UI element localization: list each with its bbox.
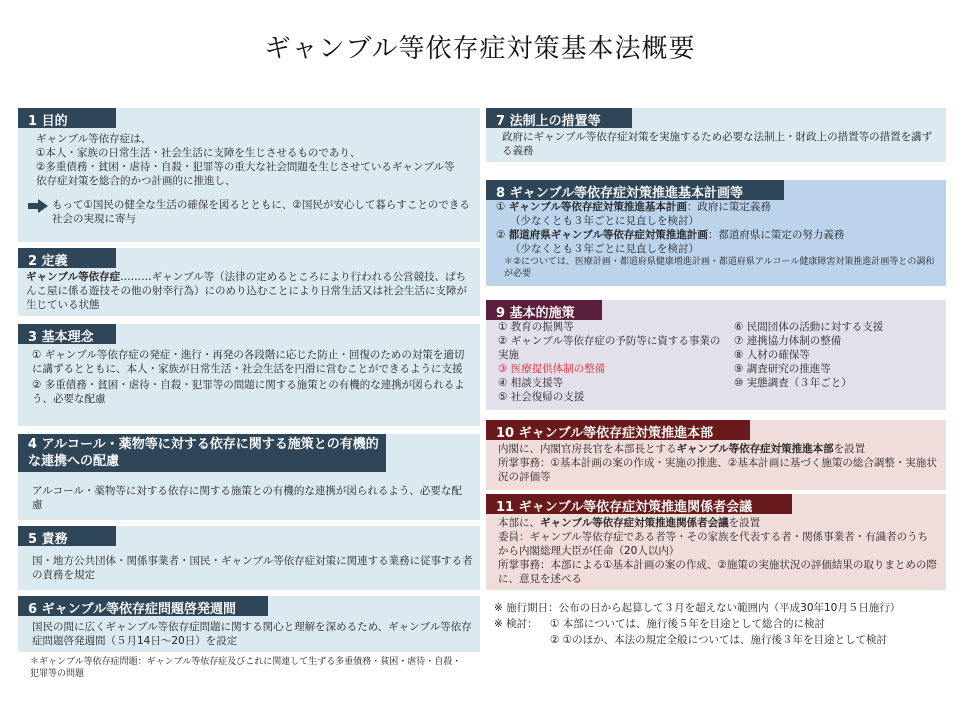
- measure-item: ④ 相談支援等: [498, 377, 564, 389]
- page-title: ギャンブル等依存症対策基本法概要: [264, 34, 696, 64]
- measure-item-highlight: ③ 医療提供体制の整備: [498, 363, 606, 375]
- definition-term: ギャンブル等依存症: [26, 271, 121, 283]
- section-header: 3 基本理念: [18, 324, 116, 344]
- plan-name: 都道府県ギャンブル等依存症対策推進計画: [508, 229, 708, 241]
- plan-duty: ：都道府県に策定の努力義務: [707, 229, 845, 241]
- section-purpose: [18, 108, 480, 242]
- section-header: [18, 434, 386, 472]
- section-basic-measures: [486, 300, 946, 410]
- council-members: 委員：ギャンブル等依存症である者等・その家族を代表する者・関係事業者・有識者のうちから内閣総理大臣が任命（20人以内）: [498, 531, 929, 557]
- item-marker: ①: [496, 201, 506, 213]
- measure-item: ⑧ 人材の確保等: [734, 349, 810, 361]
- measure-item: ⑩ 実態調査（３年ごと）: [734, 377, 852, 389]
- text-line: ②多重債務・貧困・虐待・自殺・犯罪等の重大な社会問題を生じさせているギャンブル等: [36, 161, 455, 173]
- section-header: 2 定義: [18, 248, 116, 268]
- note-review-item: ① 本部については、施行後５年を目途として総合的に検討: [550, 618, 826, 630]
- item-marker: ②: [496, 229, 506, 241]
- section-definition: [18, 248, 480, 316]
- note-effective-date: ※ 施行期日：公布の日から起算して３月を超えない範囲内（平成30年10月５日施行）: [494, 602, 901, 614]
- measure-item: ⑥ 民間団体の活動に対する支援: [734, 321, 884, 333]
- responsibilities-text: 国・地方公共団体・関係事業者・国民・ギャンブル等依存症対策に関連する業務に従事する者の責務を規定: [32, 555, 473, 581]
- header-line: 4 アルコール・薬物等に対する依存に関する施策との有機的: [28, 437, 379, 452]
- coordination-text: アルコール・薬物等に対する依存に関する施策との有機的な連携が図られるよう、必要な配慮: [32, 485, 462, 511]
- section-header: 5 責務: [18, 526, 116, 546]
- section-stakeholder-council: [486, 494, 946, 590]
- section-header: 1 目的: [18, 108, 116, 128]
- section-legal-measures: [486, 108, 946, 162]
- section-header: 9 基本的施策: [486, 300, 602, 320]
- plan-note: （少なくとも３年ごとに見直しを検討）: [510, 215, 699, 227]
- plan-note: （少なくとも３年ごとに見直しを検討）: [510, 243, 699, 255]
- definition-dots: ………: [120, 271, 152, 283]
- section-coordination: [18, 434, 480, 520]
- measure-item: ⑤ 社会復帰の支援: [498, 391, 585, 403]
- hq-name: ギャンブル等依存症対策推進本部: [676, 443, 834, 455]
- council-text: を設置: [728, 517, 761, 529]
- measure-item: ⑨ 調査研究の推進等: [734, 363, 831, 375]
- section-headquarters: [486, 420, 946, 490]
- section-principles: [18, 324, 480, 426]
- purpose-result: もって①国民の健全な生活の確保を図るとともに、②国民が安心して暮らすことのできる社会の実現に寄与: [52, 199, 470, 225]
- text-line: 依存症対策を総合的かつ計画的に推進し、: [36, 175, 236, 187]
- plan-name: ギャンブル等依存症対策推進基本計画: [508, 201, 687, 213]
- section-header: 8 ギャンブル等依存症対策推進基本計画等: [486, 180, 784, 200]
- text-line: ギャンブル等依存症は、: [36, 133, 152, 145]
- footnote: ＊②については、医療計画・都道府県健康増進計画・都道府県アルコール健康障害対策推進計画等との調和が必要: [504, 257, 935, 279]
- text-line: ①本人・家族の日常生活・社会生活に支障を生じさせるものであり、: [36, 147, 361, 159]
- plan-duty: ：政府に策定義務: [686, 201, 771, 213]
- awareness-text: 国民の間に広くギャンブル等依存症問題に関する関心と理解を深めるため、ギャンブル等依存症問題啓発週間（５月14日～20日）を設定: [32, 621, 472, 647]
- section-responsibilities: [18, 526, 480, 590]
- hq-text: 内閣に、内閣官房長官を本部長とする: [498, 443, 677, 455]
- notes: [494, 600, 954, 648]
- section-header: 6 ギャンブル等依存症問題啓発週間: [18, 596, 268, 616]
- measure-item: ② ギャンブル等依存症の予防等に資する事業の実施: [498, 335, 721, 361]
- principle-item: ① ギャンブル等依存症の発症・進行・再発の各段階に応じた防止・回復のための対策を適切に講ずるとともに、本人・家族が日常生活・社会生活を円滑に営むことができるように支援: [32, 349, 465, 375]
- footnote: ＊ギャンブル等依存症問題：ギャンブル等依存症及びこれに関連して生ずる多重債務・貧困・虐待・自殺・犯罪等の問題: [30, 657, 462, 679]
- section-header: 7 法制上の措置等: [486, 108, 632, 128]
- hq-text: を設置: [833, 443, 866, 455]
- note-review-item: ② ①のほか、本法の規定全般については、施行後３年を目途として検討: [550, 634, 887, 646]
- section-basic-plan: [486, 180, 946, 286]
- definition-text: ギャンブル等（法律の定めるところにより行われる公営競技、ぱちんこ屋に係る遊技その他の射幸行為）にのめり込むことにより日常生活又は社会生活に支障が生じている状態: [26, 271, 467, 311]
- measure-item: ⑦ 連携協力体制の整備: [734, 335, 842, 347]
- note-review-label: ※ 検討：: [494, 618, 538, 630]
- hq-duties: 所掌事務：①基本計画の案の作成・実施の推進、②基本計画に基づく施策の総合調整・実施状況の評価等: [498, 457, 937, 483]
- header-line: な連携への配慮: [28, 454, 120, 469]
- section-header: 11 ギャンブル等依存症対策推進関係者会議: [486, 494, 792, 514]
- council-duties: 所掌事務：本部による①基本計画の案の作成、②施策の実施状況の評価結果の取りまとめの際に、意見を述べる: [498, 559, 937, 585]
- council-name: ギャンブル等依存症対策推進関係者会議: [540, 517, 729, 529]
- section-awareness-week: [18, 596, 480, 652]
- measure-item: ① 教育の振興等: [498, 321, 574, 333]
- legal-measures-text: 政府にギャンブル等依存症対策を実施するため必要な法制上・財政上の措置等の措置を講ずる義務: [502, 131, 933, 157]
- right-arrow-icon: [28, 199, 48, 213]
- principle-item: ② 多重債務・貧困・虐待・自殺・犯罪等の問題に関する施策との有機的な連携が図られるよう、必要な配慮: [32, 379, 465, 405]
- council-text: 本部に、: [498, 517, 540, 529]
- section-header: 10 ギャンブル等依存症対策推進本部: [486, 420, 750, 440]
